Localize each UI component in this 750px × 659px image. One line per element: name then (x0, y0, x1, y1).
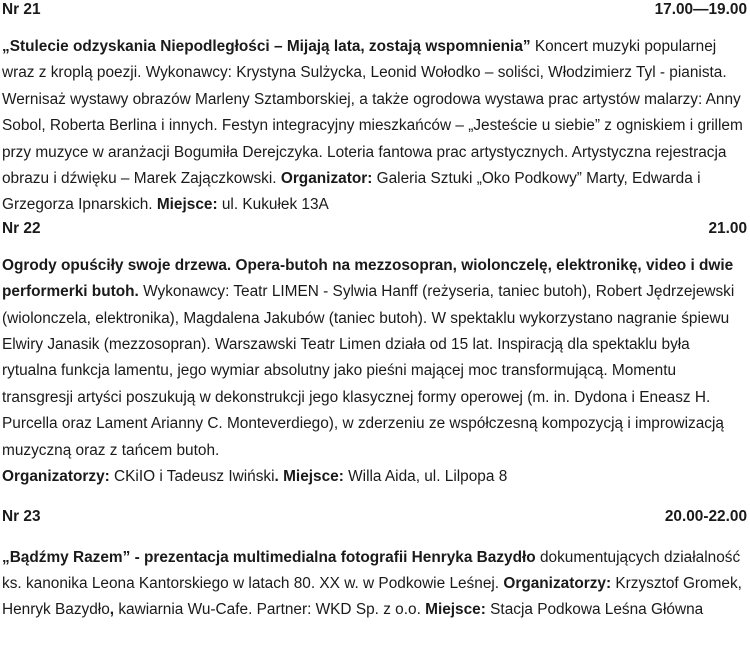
organizer-value: CKiIO i Tadeusz Iwiński (109, 468, 275, 486)
organizer-label: Organizator: (280, 170, 373, 188)
place-value: Stacja Podkowa Leśna Główna (485, 601, 704, 619)
organizer-label: Organizatorzy: (503, 574, 612, 592)
entry-header (2, 507, 747, 527)
entry-description (2, 545, 747, 624)
place-value: ul. Kukułek 13A (217, 196, 329, 214)
entry-time: 21.00 (708, 219, 747, 237)
entry-title: Ogrody opuściły swoje drzewa. Opera-butoh na mezzosopran, wiolonczelę, elektronikę, video i dwie performerki butoh. (2, 256, 734, 301)
entry-number: Nr 22 (2, 219, 41, 237)
place-label: . Miejsce: (274, 468, 344, 486)
place-label: Miejsce: (156, 196, 218, 214)
entry-title: „Bądźmy Razem” - prezentacja multimedialna fotografii Henryka Bazydło (2, 548, 536, 566)
entry-time: 17.00—19.00 (654, 1, 747, 18)
place-value: Willa Aida, ul. Lilpopa 8 (343, 468, 508, 486)
entry-description (2, 253, 747, 491)
organizer-label: Organizatorzy: (2, 468, 110, 486)
entry-description (2, 34, 747, 219)
entry-time: 20.00-22.00 (664, 507, 747, 525)
entry-text: dokumentujących działalność ks. kanonika Leona Kantorskiego w latach 80. XX w. w Podkowie Leśnej. (2, 548, 741, 592)
entry-number: Nr 23 (2, 507, 41, 525)
organizer-value-continued: kawiarnia Wu-Cafe. Partner: WKD Sp. z o.o. (114, 601, 426, 619)
organizer-separator: , (109, 601, 115, 619)
entry-header (2, 219, 747, 239)
entry-number: Nr 21 (2, 1, 41, 18)
entry-text: Wykonawcy: Teatr LIMEN - Sylwia Hanff (reżyseria, taniec butoh), Robert Jędrzejewski (wiolonczela, elektronika), Magdalena Jakubów (taniec butoh). W spektaklu wykorzystano nagranie śpiewu Elwiry Janasik (mezzosopran). Warszawski Teatr Limen działa od 15 lat. Inspiracją dla spektaklu była rytualna funkcja lamentu, jego wymiar absolutny jako pieśni mającej moc transformującą. Momentu transgresji artyści poszukują w dekonstrukcji jego klasycznej formy operowej (m. in. Dydona i Eneasz H. Purcella oraz Lament Arianny C. Monteverdiego), w zderzeniu ze współczesną kompozycją i improwizacją muzyczną oraz z tańcem butoh. (2, 283, 735, 459)
entry-text: Koncert muzyki popularnej wraz z kroplą poezji. Wykonawcy: Krystyna Sulżycka, Leonid Wołodko – soliści, Włodzimierz Tyl - pianista. Wernisaż wystawy obrazów Marleny Sztamborskiej, a także ogrodowa wystawa prac artystów malarzy: Anny Sobol, Roberta Berlina i innych. Festyn integracyjny mieszkańców – „Jesteście u siebie” z ogniskiem i grillem przy muzyce w aranżacji Bogumiła Derejczyka. Loteria fantowa prac artystycznych. Artystyczna rejestracja obrazu i dźwięku – Marek Zajączkowski. (2, 38, 743, 188)
organizer-value: Krzysztof Gromek, Henryk Bazydło (2, 574, 742, 619)
organizer-value: Galeria Sztuki „Oko Podkowy” Marty, Edwarda i Grzegorza Ipnarskich. (2, 170, 701, 214)
entry-title: „Stulecie odzyskania Niepodległości – Mijają lata, zostają wspomnienia” (2, 38, 531, 55)
place-label: Miejsce: (425, 601, 486, 619)
entry-header (2, 0, 747, 20)
